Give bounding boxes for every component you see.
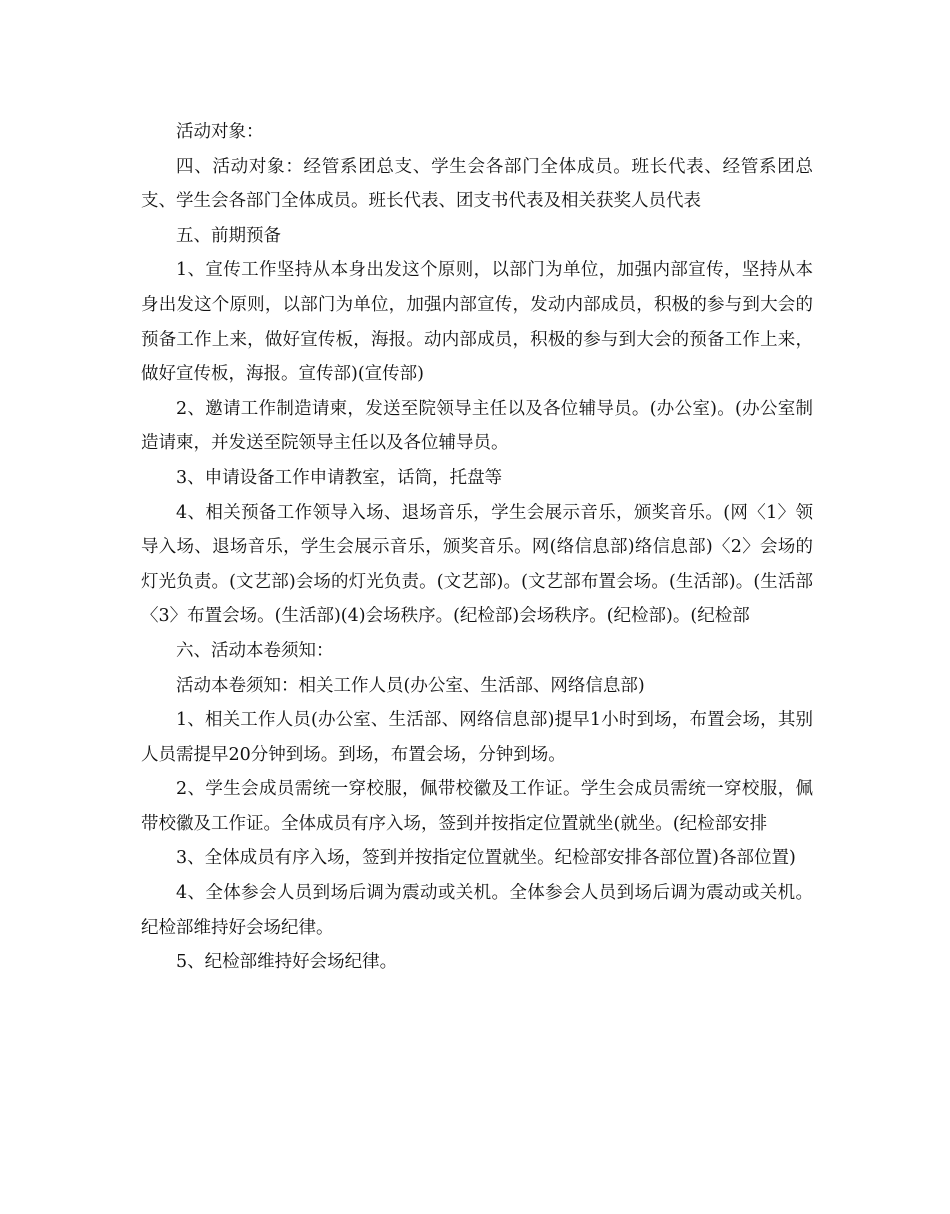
paragraph-invitation: 2、邀请工作制造请柬，发送至院领导主任以及各位辅导员。(办公室)。(办公室制造请柬，并发送至院领导主任以及各位辅导员。 xyxy=(141,398,813,454)
paragraph-notice-4: 4、全体参会人员到场后调为震动或关机。全体参会人员到场后调为震动或关机。纪检部维持好会场纪律。 xyxy=(141,883,813,938)
paragraph-notice-1: 1、相关工作人员(办公室、生活部、网络信息部)提早1小时到场，布置会场，其别人员需提早20分钟到场。到场，布置会场，分钟到场。 xyxy=(141,710,813,765)
paragraph-audience-heading: 活动对象： xyxy=(176,122,264,142)
paragraph-section-four: 四、活动对象：经管系团总支、学生会各部门全体成员。班长代表、经管系团总支、学生会各部门全体成员。班长代表、团支书代表及相关获奖人员代表 xyxy=(141,156,813,212)
paragraph-preparation: 4、相关预备工作领导入场、退场音乐，学生会展示音乐，颁奖音乐。(网〈1〉领导入场、退场音乐，学生会展示音乐，颁奖音乐。网(络信息部)络信息部)〈2〉会场的灯光负责。(文艺部)会场的灯光负责。(文艺部)。(文艺部布置会场。(生活部)。(生活部〈3〉布置会场。(生活部)(4)会场秩序。(纪检部)会场秩序。(纪检部)。(纪检部 xyxy=(141,502,813,627)
paragraph-notice-2: 2、学生会成员需统一穿校服，佩带校徽及工作证。学生会成员需统一穿校服，佩带校徽及工作证。全体成员有序入场，签到并按指定位置就坐(就坐。(纪检部安排 xyxy=(141,779,813,834)
document-body xyxy=(141,115,813,980)
paragraph-section-six-heading: 六、活动本卷须知： xyxy=(176,640,334,661)
paragraph-equipment: 3、申请设备工作申请教室，话筒，托盘等 xyxy=(176,467,503,488)
paragraph-notice-intro: 活动本卷须知：相关工作人员(办公室、生活部、网络信息部) xyxy=(176,675,645,696)
paragraph-notice-5: 5、纪检部维持好会场纪律。 xyxy=(176,952,398,973)
paragraph-section-five-heading: 五、前期预备 xyxy=(176,225,281,246)
paragraph-notice-3: 3、全体成员有序入场，签到并按指定位置就坐。纪检部安排各部位置)各部位置) xyxy=(176,848,796,869)
paragraph-publicity: 1、宣传工作坚持从本身出发这个原则，以部门为单位，加强内部宣传，坚持从本身出发这个原则，以部门为单位，加强内部宣传，发动内部成员，积极的参与到大会的预备工作上来，做好宣传板，海报。动内部成员，积极的参与到大会的预备工作上来，做好宣传板，海报。宣传部)(宣传部) xyxy=(141,260,813,385)
